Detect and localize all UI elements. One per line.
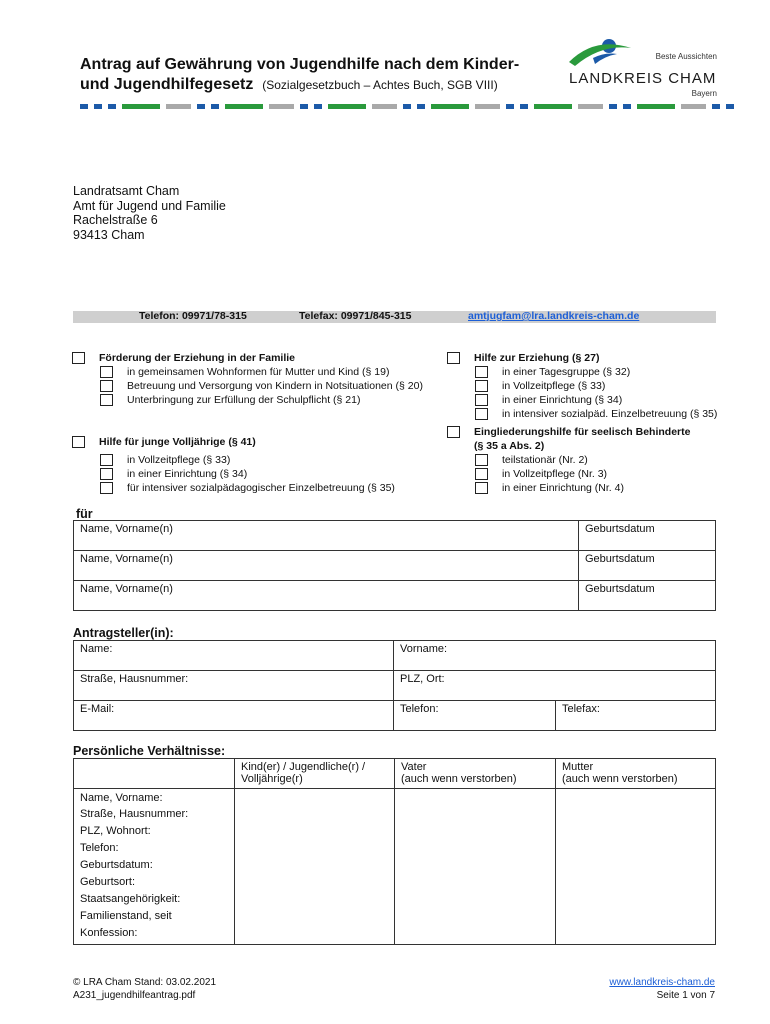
birthdate-field[interactable]: Geburtsdatum (579, 521, 716, 551)
contact-bar (73, 311, 716, 323)
option-label: in einer Einrichtung (§ 34) (502, 394, 623, 406)
title-subtitle: (Sozialgesetzbuch – Achtes Buch, SGB VIII) (262, 78, 498, 92)
antragsteller-telefax-field[interactable]: Telefax: (556, 701, 716, 731)
table-header-row (74, 759, 716, 789)
option-label: in Vollzeitpflege (Nr. 3) (502, 468, 608, 480)
antragsteller-vorname-field[interactable]: Vorname: (394, 641, 716, 671)
option-item (475, 365, 630, 379)
name-field[interactable]: Name, Vorname(n) (74, 581, 579, 611)
landkreis-cham-logo (565, 32, 725, 102)
name-field[interactable]: Name, Vorname(n) (74, 551, 579, 581)
antragsteller-email-field[interactable]: E-Mail: (74, 701, 394, 731)
antragsteller-table (73, 640, 716, 731)
option-label: in gemeinsamen Wohnformen für Mutter und Kind (§ 19) (127, 366, 390, 378)
row-label: Konfession: (74, 925, 235, 944)
section-antragsteller-label: Antragsteller(in): (73, 626, 174, 640)
option-label: Unterbringung zur Erfüllung der Schulpflicht (§ 21) (127, 394, 361, 406)
checkbox-tagesgruppe[interactable] (475, 366, 488, 378)
option-label: in einer Einrichtung (§ 34) (127, 468, 248, 480)
address-line: Rachelstraße 6 (73, 213, 158, 227)
address-line: Landratsamt Cham (73, 184, 180, 198)
row-label: Geburtsort: (74, 874, 235, 891)
row-label: PLZ, Wohnort: (74, 823, 235, 840)
option-title: Hilfe zur Erziehung (§ 27) (474, 352, 600, 364)
header-stripe (80, 104, 734, 109)
page-title (80, 55, 560, 95)
footer-copyright: © LRA Cham Stand: 03.02.2021 (73, 977, 217, 988)
table-row (74, 521, 716, 551)
vater-column-field[interactable] (395, 789, 556, 945)
contact-telefax: Telefax: 09971/845-315 (299, 310, 412, 322)
option-item (475, 393, 622, 407)
logo-slogan: Beste Aussichten (655, 52, 717, 61)
table-row (74, 671, 716, 701)
footer-page-number: Seite 1 von 7 (656, 990, 715, 1001)
contact-telefon: Telefon: 09971/78-315 (139, 310, 247, 322)
table-row (74, 641, 716, 671)
checkbox-notsituationen[interactable] (100, 380, 113, 392)
option-label: in einer Einrichtung (Nr. 4) (502, 482, 624, 494)
kind-column-field[interactable] (235, 789, 395, 945)
title-line-1: Antrag auf Gewährung von Jugendhilfe nach dem Kinder- (80, 56, 520, 73)
checkbox-einrichtung-35a[interactable] (475, 482, 488, 494)
option-foerderung (72, 351, 295, 365)
row-label: Staatsangehörigkeit: (74, 891, 235, 908)
section-verhaeltnisse-label: Persönliche Verhältnisse: (73, 744, 226, 758)
antragsteller-telefon-field[interactable]: Telefon: (394, 701, 556, 731)
checkbox-teilstationaer[interactable] (475, 454, 488, 466)
option-hilfe-erziehung (447, 351, 599, 365)
option-label: in Vollzeitpflege (§ 33) (127, 454, 231, 466)
antragsteller-plz-field[interactable]: PLZ, Ort: (394, 671, 716, 701)
column-header-vater: Vater (auch wenn verstorben) (395, 759, 556, 789)
option-item (475, 481, 624, 495)
option-label: in intensiver sozialpäd. Einzelbetreuung (§ 35) (502, 408, 718, 420)
option-label: für intensiver sozialpädagogischer Einzelbetreuung (§ 35) (127, 482, 395, 494)
antragsteller-name-field[interactable]: Name: (74, 641, 394, 671)
fuer-table (73, 520, 716, 611)
logo-state: Bayern (691, 89, 717, 98)
checkbox-vollzeitpflege-35a[interactable] (475, 468, 488, 480)
table-row (74, 789, 716, 807)
logo-name: LANDKREIS CHAM (569, 70, 717, 87)
table-row (74, 701, 716, 731)
option-title: Förderung der Erziehung in der Familie (99, 352, 296, 364)
checkbox-volljaehrige[interactable] (72, 436, 85, 448)
option-volljaehrige (72, 435, 256, 449)
option-title: Hilfe für junge Volljährige (§ 41) (99, 436, 256, 448)
verhaeltnisse-table (73, 758, 716, 945)
option-label: in Vollzeitpflege (§ 33) (502, 380, 606, 392)
option-item (475, 467, 607, 481)
recipient-address (73, 184, 226, 242)
checkbox-vollzeitpflege-41[interactable] (100, 454, 113, 466)
address-line: 93413 Cham (73, 227, 145, 242)
row-label: Telefon: (74, 840, 235, 857)
option-item (475, 379, 605, 393)
section-fuer-label: für (76, 507, 93, 521)
option-title: Eingliederungshilfe für seelisch Behinderte (474, 426, 691, 438)
column-header-kind: Kind(er) / Jugendliche(r) / Volljährige(r) (235, 759, 395, 789)
option-item (100, 467, 247, 481)
checkbox-schulpflicht[interactable] (100, 394, 113, 406)
footer-file: A231_jugendhilfeantrag.pdf (73, 990, 196, 1001)
option-label: in einer Tagesgruppe (§ 32) (502, 366, 631, 378)
contact-email-link[interactable]: amtjugfam@lra.landkreis-cham.de (468, 310, 640, 322)
row-label: Familienstand, seit (74, 908, 235, 925)
birthdate-field[interactable]: Geburtsdatum (579, 581, 716, 611)
title-line-2: und Jugendhilfegesetz (80, 76, 254, 93)
option-title-2: (§ 35 a Abs. 2) (474, 440, 545, 452)
option-item (100, 481, 395, 495)
checkbox-einrichtung-41[interactable] (100, 468, 113, 480)
checkbox-einzelbetreuung-41[interactable] (100, 482, 113, 494)
checkbox-hilfe-erziehung[interactable] (447, 352, 460, 364)
row-label: Geburtsdatum: (74, 857, 235, 874)
option-item (100, 379, 423, 393)
footer-website-link[interactable]: www.landkreis-cham.de (609, 977, 715, 988)
checkbox-eingliederungshilfe[interactable] (447, 426, 460, 438)
table-row (74, 551, 716, 581)
birthdate-field[interactable]: Geburtsdatum (579, 551, 716, 581)
checkbox-wohnformen[interactable] (100, 366, 113, 378)
table-row (74, 581, 716, 611)
checkbox-einzelbetreuung-27[interactable] (475, 408, 488, 420)
footer-right (609, 976, 715, 1002)
option-item (100, 365, 389, 379)
option-item (475, 453, 588, 467)
logo-swoosh-icon (565, 32, 635, 72)
option-label: teilstationär (Nr. 2) (502, 454, 588, 466)
checkbox-einrichtung-27[interactable] (475, 394, 488, 406)
mutter-column-field[interactable] (556, 789, 716, 945)
checkbox-vollzeitpflege-27[interactable] (475, 380, 488, 392)
column-header-mutter: Mutter (auch wenn verstorben) (556, 759, 716, 789)
name-field[interactable]: Name, Vorname(n) (74, 521, 579, 551)
option-item (475, 407, 717, 421)
checkbox-foerderung[interactable] (72, 352, 85, 364)
antragsteller-strasse-field[interactable]: Straße, Hausnummer: (74, 671, 394, 701)
option-item (100, 453, 230, 467)
option-item (100, 393, 360, 407)
address-line: Amt für Jugend und Familie (73, 198, 226, 213)
row-label: Name, Vorname: (74, 789, 235, 807)
footer-left (73, 976, 216, 1002)
option-label: Betreuung und Versorgung von Kindern in Notsituationen (§ 20) (127, 380, 423, 392)
row-label: Straße, Hausnummer: (74, 806, 235, 823)
option-eingliederungshilfe (447, 425, 690, 453)
